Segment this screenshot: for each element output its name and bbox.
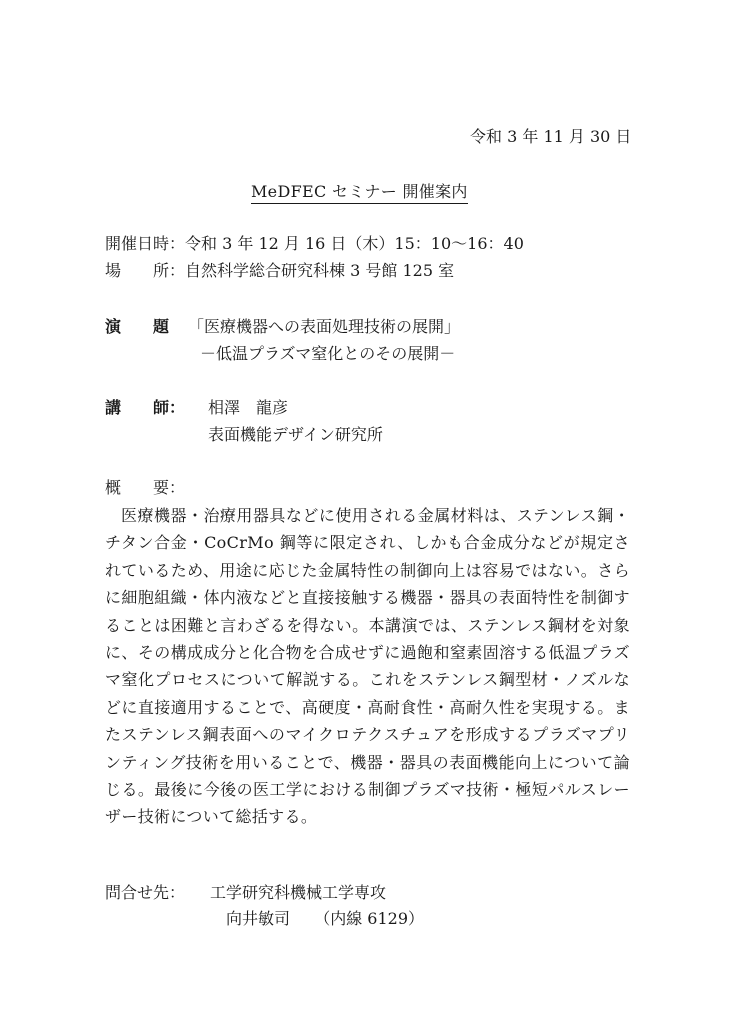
event-datetime-label: 開催日時： bbox=[105, 234, 186, 253]
abstract-label: 概 要： bbox=[105, 478, 186, 497]
topic-subtitle: －低温プラズマ窒化とのその展開－ bbox=[200, 344, 456, 363]
contact-person-row bbox=[226, 909, 424, 929]
contact-extension: （内線 6129） bbox=[314, 909, 425, 928]
topic-label: 演 題 bbox=[105, 317, 170, 336]
lecturer-affiliation: 表面機能デザイン研究所 bbox=[208, 425, 383, 444]
event-venue-value: 自然科学総合研究科棟 3 号館 125 室 bbox=[185, 261, 455, 280]
event-datetime-value: 令和 3 年 12 月 16 日（木）15：10〜16：40 bbox=[185, 234, 524, 253]
lecturer-label: 講 師： bbox=[105, 398, 186, 417]
topic-title: 「医療機器への表面処理技術の展開」 bbox=[188, 317, 461, 336]
document-date: 令和 3 年 11 月 30 日 bbox=[470, 127, 632, 146]
lecturer-name: 相澤 龍彦 bbox=[208, 398, 289, 417]
contact-department: 工学研究科機械工学専攻 bbox=[210, 883, 387, 902]
contact-label: 問合せ先： bbox=[105, 883, 186, 902]
event-venue-label: 場 所： bbox=[105, 261, 186, 280]
document-title: MeDFEC セミナー 開催案内 bbox=[251, 182, 468, 204]
event-datetime-row bbox=[105, 234, 524, 254]
event-venue-row bbox=[105, 261, 454, 281]
abstract-body: 医療機器・治療用器具などに使用される金属材料は、ステンレス鋼・チタン合金・CoCrMo 鋼等に限定され、しかも合金成分などが規定されているため、用途に応じた金属特性の制御向上は容易ではない。さらに細胞組織・体内液などと直接接触する機器・器具の表面特性を制御することは困難と言わざるを得ない。本講演では、ステンレス鋼材を対象に、その構成成分と化合物を合成せずに過飽和窒素固溶する低温プラズマ窒化プロセスについて解説する。これをステンレス鋼型材・ノズルなどに直接適用することで、高硬度・高耐食性・高耐久性を実現する。またステンレス鋼表面へのマイクロテクスチュアを形成するプラズマプリンティング技術を用いることで、機器・器具の表面機能向上について論じる。最後に今後の医工学における制御プラズマ技術・極短パルスレーザー技術について総括する。 bbox=[105, 506, 630, 827]
contact-person: 向井敏司 bbox=[226, 909, 291, 928]
